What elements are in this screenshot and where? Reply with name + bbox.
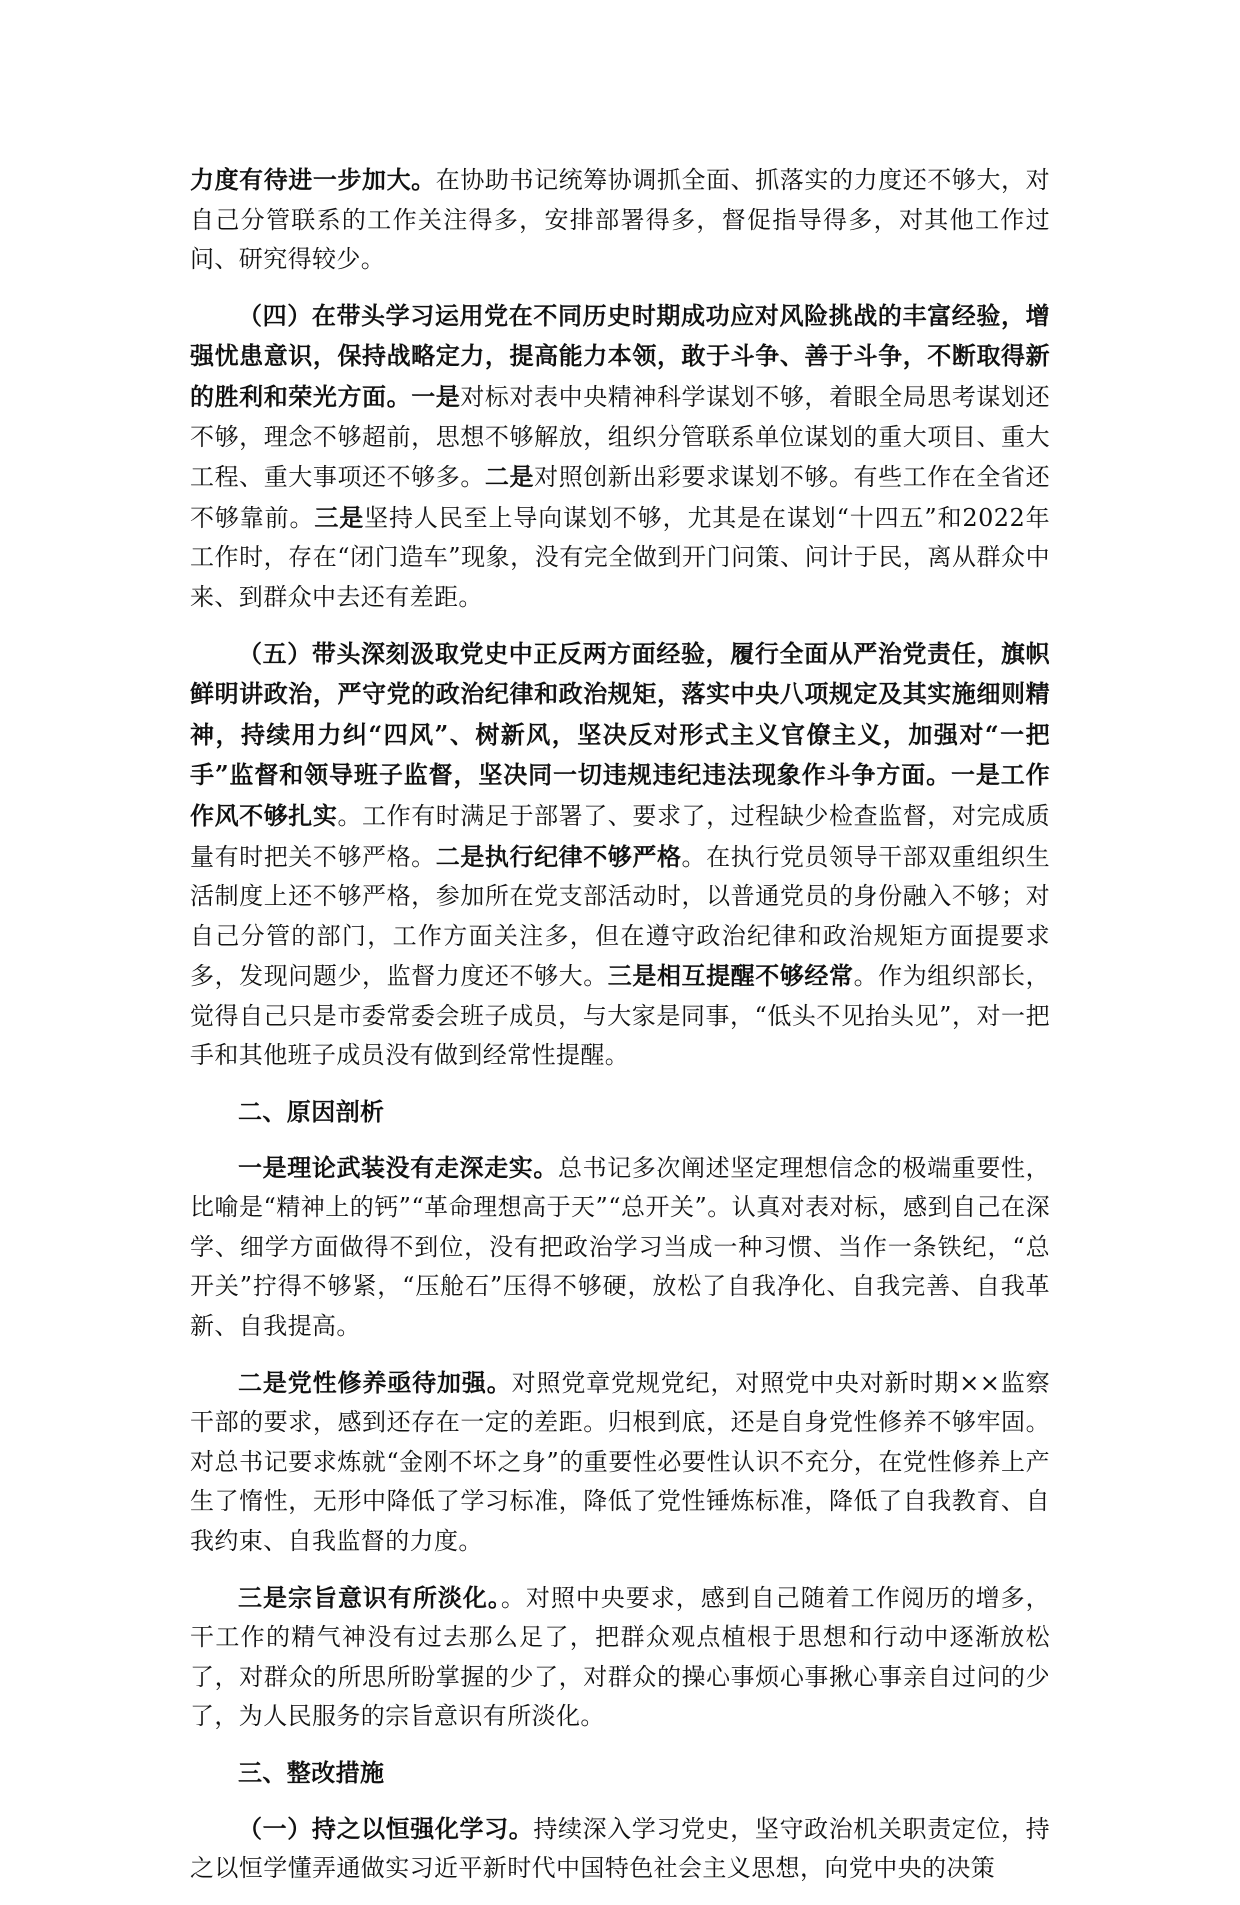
point-three-label: 三是相互提醒不够经常: [607, 961, 854, 991]
bold-lead: 一是理论武装没有走深走实。: [238, 1152, 558, 1182]
body-text: 对照创新出彩要求谋划不够。有些工作在全省还不够靠前。: [190, 463, 1050, 532]
point-three-label: 三是: [314, 502, 365, 532]
body-text: 坚持人民至上导向谋划不够，尤其是在谋划“十四五”和2022年工作时，存在“闭门造车”现象，没有完全做到开门问策、问计于民，离从群众中来、到群众中去还有差距。: [190, 503, 1050, 611]
paragraph-3: [190, 634, 1050, 1077]
body-text: 。在执行党员领导干部双重组织生活制度上还不够严格，参加所在党支部活动时，以普通党员的身份融入不够；对自己分管的部门，工作方面关注多，但在遵守政治纪律和政治规矩方面提要求多，发现问题少，监督力度还不够大。: [190, 842, 1051, 991]
paragraph-5: [190, 1363, 1050, 1562]
document-page: [190, 160, 1050, 1905]
point-two-label: 二是执行纪律不够严格: [435, 841, 682, 871]
bold-lead: 三是宗旨意识有所淡化。: [238, 1582, 501, 1612]
heading-cause-analysis: 二、原因剖析: [238, 1097, 385, 1127]
paragraph-7: [190, 1809, 1050, 1889]
body-text: 总书记多次阐述坚定理想信念的极端重要性，比喻是“精神上的钙”“革命理想高于天”“总开关”。认真对表对标，感到自己在深学、细学方面做得不到位，没有把政治学习当成一种习惯、当作一条铁纪，“总开关”拧得不够紧，“压舱石”压得不够硬，放松了自我净化、自我完善、自我革新、自我提高。: [190, 1153, 1051, 1341]
bold-lead: （一）持之以恒强化学习。: [238, 1813, 534, 1843]
paragraph-1: [190, 160, 1050, 280]
body-text: 在协助书记统筹协调抓全面、抓落实的力度还不够大，对自己分管联系的工作关注得多，安排部署得多，督促指导得多，对其他工作过问、研究得较少。: [190, 166, 1050, 274]
body-text: 对标对表中央精神科学谋划不够，着眼全局思考谋划还不够，理念不够超前，思想不够解放，组织分管联系单位谋划的重大项目、重大工程、重大事项还不够多。: [190, 382, 1050, 492]
body-text: 。对照中央要求，感到自己随着工作阅历的增多，干工作的精气神没有过去那么足了，把群众观点植根于思想和行动中逐渐放松了，对群众的所思所盼掌握的少了，对群众的操心事烦心事揪心事亲自过问的少了，为人民服务的宗旨意识有所淡化。: [190, 1583, 1050, 1731]
bold-lead: 力度有待进一步加大。: [190, 165, 436, 194]
paragraph-6: [190, 1578, 1050, 1737]
body-text: 。作为组织部长，觉得自己只是市委常委会班子成员，与大家是同事，“低头不见抬头见”，对一把手和其他班子成员没有做到经常性提醒。: [190, 962, 1050, 1070]
point-two-label: 二是: [484, 462, 535, 492]
body-text: 对照党章党规党纪，对照党中央对新时期××监察干部的要求，感到还存在一定的差距。归根到底，还是自身党性修养不够牢固。对总书记要求炼就“金刚不坏之身”的重要性必要性认识不充分，在党性修养上产生了惰性，无形中降低了学习标准，降低了党性锤炼标准，降低了自我教育、自我约束、自我监督的力度。: [190, 1368, 1050, 1555]
body-text: 持续深入学习党史，坚守政治机关职责定位，持之以恒学懂弄通做实习近平新时代中国特色社会主义思想，向党中央的决策: [190, 1814, 1050, 1883]
section-five-title: （五）带头深刻汲取党史中正反两方面经验，履行全面从严治党责任，旗帜鲜明讲政治，严守党的政治纪律和政治规矩，落实中央八项规定及其实施细则精神，持续用力纠“四风”、树新风，坚决反对形式主义官僚主义，加强对“一把手”监督和领导班子监督，坚决同一切违规违纪违法现象作斗争方面。一是工作作风不够扎实: [190, 638, 1050, 830]
paragraph-4: [190, 1148, 1050, 1347]
section-four-title: （四）在带头学习运用党在不同历史时期成功应对风险挑战的丰富经验，增强忧患意识，保持战略定力，提高能力本领，敢于斗争、善于斗争，不断取得新的胜利和荣光方面。: [190, 300, 1050, 411]
bold-lead: 二是党性修养亟待加强。: [238, 1367, 512, 1397]
body-text: 。工作有时满足于部署了、要求了，过程缺少检查监督，对完成质量有时把关不够严格。: [190, 801, 1050, 871]
heading-rectification-measures: 三、整改措施: [238, 1757, 385, 1787]
point-one-label: 一是: [411, 381, 461, 411]
paragraph-2: [190, 296, 1050, 618]
